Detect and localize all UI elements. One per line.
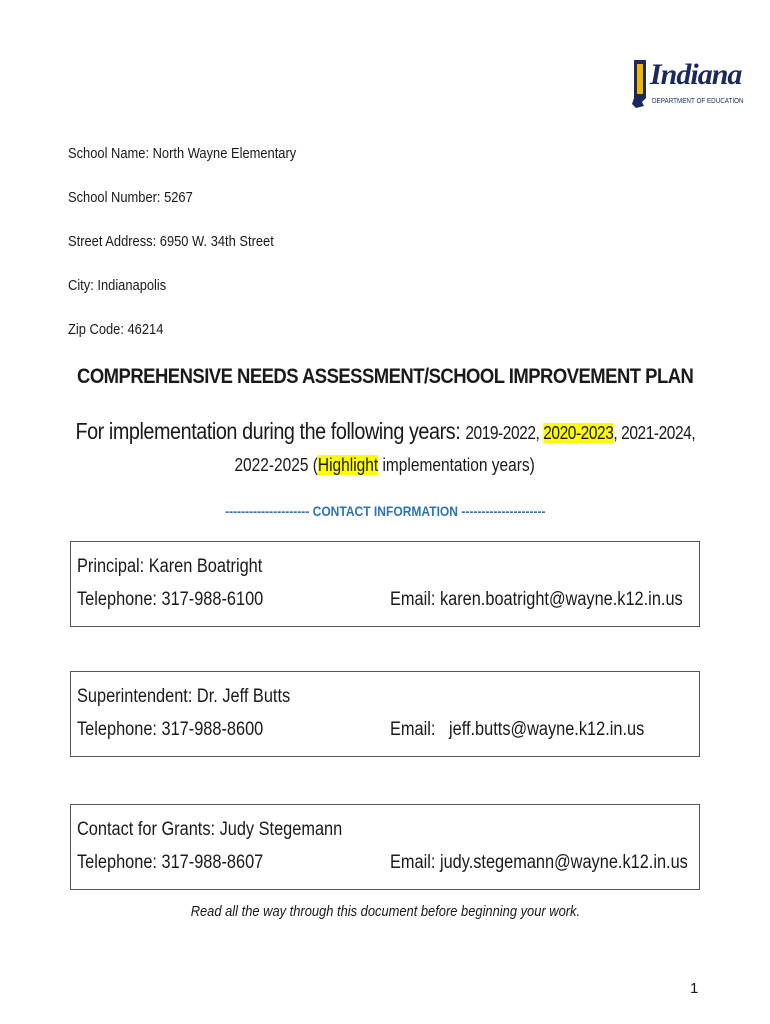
instruction-note: Read all the way through this document before beginning your work.	[190, 903, 580, 920]
school-name: School Name: North Wayne Elementary	[68, 145, 297, 162]
implementation-years-line-1	[0, 418, 770, 445]
principal-contact-box	[70, 541, 700, 627]
street-address: Street Address: 6950 W. 34th Street	[68, 233, 274, 250]
year-2019-2022: 2019-2022,	[465, 423, 543, 443]
principal-telephone: Telephone: 317-988-6100	[77, 589, 264, 610]
principal-name: Principal: Karen Boatright	[77, 556, 263, 577]
superintendent-email: Email: jeff.butts@wayne.k12.in.us	[390, 719, 645, 740]
implementation-years-line-2	[0, 455, 770, 476]
school-number: School Number: 5267	[68, 189, 193, 206]
year-2021-2024: , 2021-2024,	[613, 423, 695, 443]
year-2022-2025: 2022-2025 (	[234, 455, 319, 475]
zip-code: Zip Code: 46214	[68, 321, 164, 338]
indiana-doe-logo	[628, 58, 744, 114]
implementation-intro: For implementation during the following years:	[75, 418, 466, 444]
page-number: 1	[690, 980, 699, 997]
grants-contact-telephone: Telephone: 317-988-8607	[77, 852, 264, 873]
contact-information-header: --------------------- CONTACT INFORMATION ---------------------	[224, 503, 546, 519]
logo-subtitle: DEPARTMENT OF EDUCATION	[652, 98, 744, 105]
superintendent-contact-box	[70, 671, 700, 757]
grants-contact-email: Email: judy.stegemann@wayne.k12.in.us	[390, 852, 688, 873]
superintendent-telephone: Telephone: 317-988-8600	[77, 719, 264, 740]
logo-wordmark: Indiana	[650, 58, 742, 91]
grants-contact-box	[70, 804, 700, 890]
year-2020-2023-highlighted: 2020-2023	[542, 423, 614, 443]
superintendent-name: Superintendent: Dr. Jeff Butts	[77, 686, 291, 707]
highlight-word: Highlight	[318, 455, 379, 475]
grants-contact-name: Contact for Grants: Judy Stegemann	[77, 819, 343, 840]
implementation-tail: implementation years)	[378, 455, 536, 475]
principal-email: Email: karen.boatright@wayne.k12.in.us	[390, 589, 683, 610]
document-title: COMPREHENSIVE NEEDS ASSESSMENT/SCHOOL IMPROVEMENT PLAN	[76, 365, 694, 388]
city: City: Indianapolis	[68, 277, 167, 294]
